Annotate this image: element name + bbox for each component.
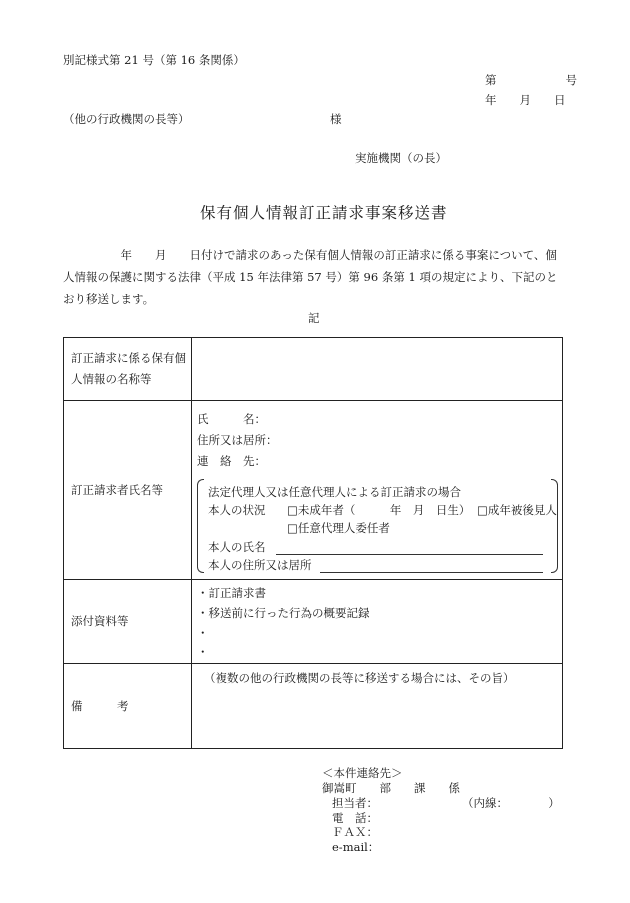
document-number: 第 号 <box>485 73 577 87</box>
attachment-item: ・ <box>197 645 209 659</box>
ki-heading: 記 <box>308 311 320 325</box>
row-label-remarks: 備 考 <box>64 664 192 749</box>
delegator-checkbox-option: □任意代理人委任者 <box>287 521 390 535</box>
right-bracket <box>551 479 558 573</box>
attachment-item: ・訂正請求書 <box>197 586 266 600</box>
left-bracket <box>197 479 204 573</box>
attachment-item: ・ <box>197 626 209 640</box>
addressee: （他の行政機関の長等） <box>63 112 190 126</box>
principal-name-line <box>276 554 543 555</box>
minor-checkbox-option: □未成年者（ 年 月 日生） <box>287 503 471 517</box>
body-text: 年 月 日付けで請求のあった保有個人情報の訂正請求に係る事案について、個人情報の保護に関する法律（平成 15 年法律第 57 号）第 96 条第 1 項の規定により、下記のとおり移送します。 <box>63 248 558 306</box>
table-row <box>64 664 563 749</box>
requester-name-label: 氏 名： <box>197 412 266 426</box>
principal-status-label: 本人の状況 <box>208 503 266 517</box>
requester-address-label: 住所又は居所： <box>197 433 278 447</box>
row-label-attachments: 添付資料等 <box>64 580 192 664</box>
principal-address-label: 本人の住所又は居所 <box>208 558 312 572</box>
requester-details <box>192 401 563 580</box>
document-title: 保有個人情報訂正請求事案移送書 <box>200 204 448 222</box>
contact-person-label: 担当者： <box>332 796 378 810</box>
attachment-item: ・移送前に行った行為の概要記録 <box>197 606 370 620</box>
contact-email-label: e-mail： <box>332 840 380 854</box>
form-reference: 別記様式第 21 号（第 16 条関係） <box>63 53 245 67</box>
addressee-honorific: 様 <box>330 112 342 126</box>
table-row <box>64 580 563 664</box>
adult-ward-checkbox-option: □成年被後見人 <box>477 503 557 517</box>
table-row <box>64 338 563 401</box>
principal-name-label: 本人の氏名 <box>208 540 266 554</box>
requester-contact-label: 連 絡 先： <box>197 454 266 468</box>
principal-address-line <box>320 572 543 573</box>
contact-extension: （内線： ） <box>462 796 560 810</box>
sender: 実施機関（の長） <box>355 151 447 165</box>
attachments-list <box>192 580 563 664</box>
remarks-cell <box>192 664 563 749</box>
table-row <box>64 401 563 580</box>
contact-phone-label: 電 話： <box>332 811 378 825</box>
information-name-value <box>192 338 563 401</box>
row-label-requester: 訂正請求者氏名等 <box>64 401 192 580</box>
remarks-note: （複数の他の行政機関の長等に移送する場合には、その旨） <box>204 671 515 685</box>
row-label-information-name: 訂正請求に係る保有個人情報の名称等 <box>64 338 192 401</box>
document-date: 年 月 日 <box>485 93 566 107</box>
agent-heading: 法定代理人又は任意代理人による訂正請求の場合 <box>208 485 461 499</box>
contact-fax-label: ＦＡＸ： <box>332 825 378 839</box>
contact-heading: ＜本件連絡先＞ <box>322 766 403 780</box>
contact-department: 御嵩町 部 課 係 <box>322 781 460 795</box>
transfer-details-table <box>63 337 563 749</box>
